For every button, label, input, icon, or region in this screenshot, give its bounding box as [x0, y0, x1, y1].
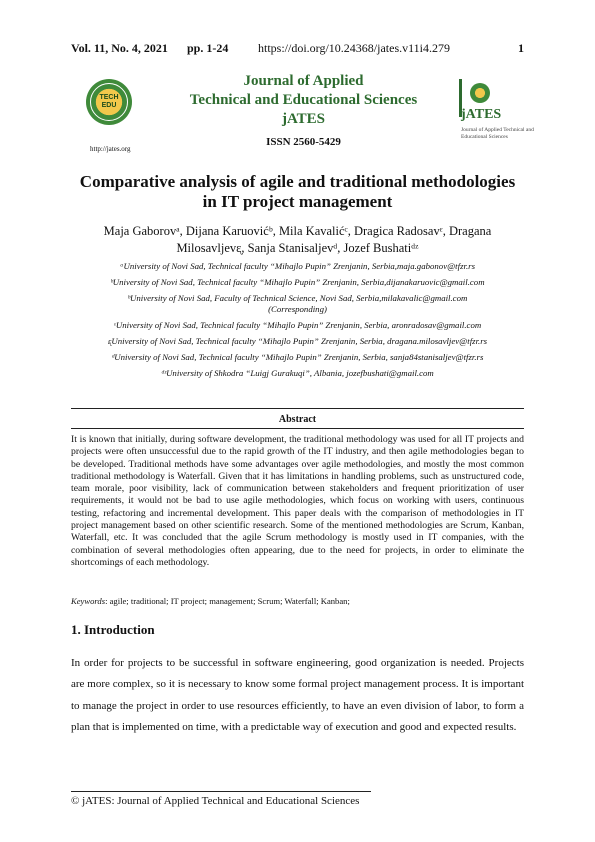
introduction-paragraph: In order for projects to be successful in software engineering, good organization is needed. Projects are more complex, so it is necessary to know some formal project management process. It is important to manage the project in order to use resources efficiently, to have an even division of labor, to form a plan that is implemented on time, with a predictable way of execution and good and expected results. — [71, 657, 524, 734]
page-range: pp. 1-24 — [187, 41, 229, 55]
abstract-top-rule — [71, 408, 524, 409]
doi-link[interactable]: https://doi.org/10.24368/jates.v11i4.279 — [258, 41, 450, 55]
affiliation-dz: ᵈᶻUniversity of Shkodra “Luigj Gurakuqi”, Albania, jozefbushati@gmail.com — [161, 368, 434, 378]
affiliation-d: ᵈUniversity of Novi Sad, Technical faculty “Mihajlo Pupin” Zrenjanin, Serbia, sanja84stanisaljev@tfzr.rs — [111, 352, 484, 362]
footer-copyright: © jATES: Journal of Applied Technical and Educational Sciences — [71, 795, 360, 807]
affiliation-f: ᶓUniversity of Novi Sad, Technical faculty “Mihajlo Pupin” Zrenjanin, Serbia, dragana.milosavljev@tfzr.rs — [107, 336, 488, 346]
jates-logo-name: jATES — [461, 107, 502, 122]
journal-website[interactable]: http://jates.org — [90, 145, 131, 153]
keywords-label: Keywords — [71, 596, 106, 606]
jates-logo-subtitle: Journal of Applied Technical and Educational Sciences — [461, 127, 534, 140]
abstract-text: It is known that initially, during software development, the traditional methodology was used for all IT projects and projects were often unsuccessful due to the rapid growth of the IT industry, and then agile methodologies began to be developed. Traditional methods have some advantages over agile methodologies, and mostly the most common traditional methodology is Waterfall. Given that it has limitations in handling problems, such as unstructured code, team morale, poor visibility, lack of communication between stakeholders and frequent prioritization of user requirements, it would not be bad to use agile methodologies, which focus on working with users, continuous testing, refactoring and incremental development. This paper deals with the comparison of methodologies in IT project management based on other scientific research. Some of the mentioned methodologies are Scrum, Kanban, Waterfall, etc. It was concluded that the agile Scrum methodology is mostly used in IT companies, with the combination of several methodologies often appearing, due to the need for projects, in order to eliminate the shortcomings of each methodology. — [71, 434, 524, 568]
affiliation-a: ᵃUniversity of Novi Sad, Technical faculty “Mihajlo Pupin” Zrenjanin, Serbia,maja.gabonov@tfzr.rs — [120, 261, 475, 271]
affiliation-b: ᵇUniversity of Novi Sad, Technical faculty “Mihajlo Pupin” Zrenjanin, Serbia,dijanakaruovic@gmail.com — [110, 277, 485, 287]
author-list — [70, 223, 525, 257]
abstract-heading-rule — [71, 428, 524, 429]
journal-title-line1: Journal of Applied — [243, 73, 364, 89]
keywords-list: : agile; traditional; IT project; management; Scrum; Waterfall; Kanban; — [105, 596, 350, 606]
abstract-heading: Abstract — [278, 414, 317, 425]
affiliations — [60, 261, 535, 384]
affiliation-corresponding: (Corresponding) — [268, 304, 327, 314]
paper-title-line1: Comparative analysis of agile and traditional methodologies — [79, 172, 516, 191]
footer-rule — [71, 791, 371, 792]
journal-abbrev: jATES — [281, 111, 326, 127]
authors-line1: Maja Gaborovᵃ, Dijana Karuovićᵇ, Mila Kavalićᶜ, Dragica Radosavᵋ, Dragana — [103, 224, 492, 238]
seal-icon — [470, 83, 490, 103]
authors-line2: Milosavljevᶓ, Sanja Stanisaljevᵈ, Jozef Bushatiᵈᶻ — [176, 241, 419, 255]
section-heading-introduction: 1. Introduction — [71, 622, 155, 637]
affiliation-e: ᵋUniversity of Novi Sad, Technical faculty “Mihajlo Pupin” Zrenjanin, Serbia, aronradosav@gmail.com — [113, 320, 482, 330]
volume-info: Vol. 11, No. 4, 2021 — [71, 41, 168, 55]
logo-text-bottom: EDU — [101, 102, 117, 109]
jates-logo — [459, 77, 534, 157]
issn: ISSN 2560-5429 — [266, 136, 341, 148]
journal-title-line2: Technical and Educational Sciences — [189, 92, 418, 108]
paper-title-line2: in IT project management — [202, 192, 393, 211]
affiliation-c: ᵇUniversity of Novi Sad, Faculty of Technical Science, Novi Sad, Serbia,milakavalic@gmail.com — [127, 293, 468, 303]
keywords — [71, 596, 524, 607]
page-number: 1 — [518, 41, 524, 55]
logo-text-top: TECH — [99, 94, 119, 101]
paper-title — [40, 172, 555, 212]
